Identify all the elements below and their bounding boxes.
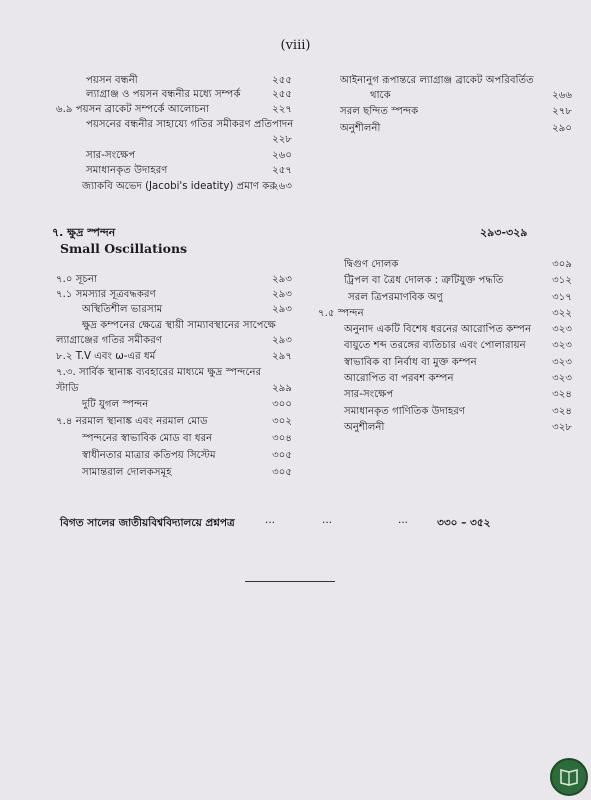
section-7-subheading: Small Oscillations [60,241,188,256]
entry-title: বায়ুতে শব্দ তরঙ্গের ব্যতিচার এবং পোলারায়ন [344,340,526,351]
entry-page-number: ৩২৮ [552,422,572,433]
entry-title: দুটি যুগল স্পন্দন [82,399,149,410]
entry-title: ক্ষুদ্র কম্পনের ক্ষেত্রে স্থায়ী সাম্যাবস্থানের সাপেক্ষে [82,320,276,331]
entry-title: ট্রিপল বা ত্রৈধ দোলক : ত্রুটিযুক্ত পদ্ধতি [344,275,504,286]
entry-page-number: ৩০৫ [272,467,292,478]
footer-dots-2: ... [322,514,333,526]
entry-page-number: ৩২৩ [552,324,572,335]
entry-page-number: ২৫৫ [272,89,292,100]
entry-title: আরোপিত বা পরবশ কম্পন [344,373,454,384]
entry-title: পয়সনের বন্ধনীর সাহায্যে গতির সমীকরণ প্রতিপাদন [86,119,294,130]
entry-page-number: ৩০২ [272,416,292,427]
footer-dots-1: ... [265,514,276,526]
entry-page-number: ২৫৫ [272,75,292,86]
entry-title: পয়সন বন্ধনী [86,75,138,86]
contents-page: (viii) পয়সন বন্ধনী ২৫৫ ল্যাগ্রাঞ্জ ও পয়সন বন্ধনীর মধ্যে সম্পর্ক ২৫৫ ৬.৯ পয়সন ব্রাকেট সম্পর্কে আলোচনা ২২৭ পয়সনের বন্ধনীর সাহায্যে গতির সমীকরণ প্রতিপাদন ২২৮ সার-সংক্ষেপ ২৬০ সমাধানকৃত উদাহরণ ২৫৭ জ্যাকবি অভেদ (Jacobi's ideatity) প্রমাণ কর ২৬৩ ৭. ক্ষুদ্র স্পন্দন Small Oscillations ২৯৩-৩২৯ ৭.০ সূচনা ২৯৩ ৭.১ সমস্যার সূত্রবদ্ধকরণ ২৯৩ অস্থিতিশীল ভারসাম ২৯৩ ক্ষুদ্র কম্পনের ক্ষেত্রে স্থায়ী সাম্যাবস্থানের সাপেক্ষে ল্যাগ্রাঞ্জের গতির সমীকরণ ২৯৩ ৮.২ T.V এবং ω-এর ধর্ম ২৯৭ ৭.৩. সার্বিক স্থানাঙ্ক ব্যবহারের মাধ্যমে ক্ষুদ্র স্পন্দনের স্টাডি ২৯৯ দুটি যুগল স্পন্দন ৩০০ ৭.৪ নরমাল স্থানাঙ্ক এবং নরমাল মোড ৩০২ স্পন্দনের স্বাভাবিক মোড বা ধরন ৩০৪ স্বাধীনতার মাত্রার কতিপয় সিস্টেম ৩০৫ সামান্তরাল দোলকসমূহ ৩০৫ আইনানুগ রূপান্তরে ল্যাগ্রাঞ্জ ব্রাকেট অপরিবর্তিত থাকে ২৬৬ সরল ছন্দিত স্পন্দক ২৭৮ অনুশীলনী ২৯০ দ্বিগুণ দোলক ৩০৯ ট্রিপল বা ত্রৈধ দোলক : ত্রুটিযুক্ত পদ্ধতি ৩১২ সরল ত্রিপরমাণবিক অণু ৩১৭ ৭.৫ স্পন্দন ৩২২ অনুনাদ একটি বিশেষ ধরনের আরোপিত কম্পন ৩২৩ বায়ুতে শব্দ তরঙ্গের ব্যতিচার এবং পোলারায়ন ৩২৩ স্বাভাবিক বা নির্বাধ বা মুক্ত কম্পন ৩২৩ আরোপিত বা পরবশ কম্পন ৩২৩ সার-সংক্ষেপ ৩২৪ সমাধানকৃত গাণিতিক উদাহরণ ৩২৪ অনুশীলনী ৩২৮ বিগত সালের জাতীয়বিশ্ববিদ্যালয়ে প্রশ্নপত্র ... ... ... ৩৩০ – ৩৫২ [0,0,591,800]
entry-page-number: ৩০৫ [272,450,292,461]
entry-title: ল্যাগ্রাঞ্জের গতির সমীকরণ [56,335,162,346]
entry-page-number: ২৯৯ [272,383,292,394]
entry-title: আইনানুগ রূপান্তরে ল্যাগ্রাঞ্জ ব্রাকেট অপরিবর্তিত [340,75,534,86]
entry-title: অস্থিতিশীল ভারসাম [82,304,163,315]
entry-page-number: ৩০০ [272,399,292,410]
entry-page-number: ২৯৩ [272,289,292,300]
entry-page-number: ২৬৬ [552,90,572,101]
entry-title: জ্যাকবি অভেদ (Jacobi's ideatity) প্রমাণ কর [82,181,275,192]
entry-page-number: ৩২৩ [552,357,572,368]
entry-page-number: ২২৭ [272,104,292,115]
entry-title: ৭.৪ নরমাল স্থানাঙ্ক এবং নরমাল মোড [56,416,208,427]
entry-page-number: ২৫৭ [272,165,292,176]
entry-page-number: ২২৮ [272,134,292,145]
page-number: (viii) [280,38,311,53]
entry-page-number: ৩২৩ [552,340,572,351]
footer-title: বিগত সালের জাতীয়বিশ্ববিদ্যালয়ে প্রশ্নপত্র [60,517,235,529]
entry-title: দ্বিগুণ দোলক [344,259,399,270]
entry-title: সমাধানকৃত উদাহরণ [86,165,168,176]
entry-title: ৭.৫ স্পন্দন [318,308,364,319]
entry-page-number: ৩২২ [552,308,572,319]
entry-page-number: ৩২৪ [552,389,572,400]
entry-page-number: ৩২৩ [552,373,572,384]
entry-title: সামান্তরাল দোলকসমূহ [82,467,172,478]
entry-title: সার-সংক্ষেপ [344,389,394,400]
entry-title: ৭.০ সূচনা [56,274,97,285]
entry-title: সরল ছন্দিত স্পন্দক [340,106,419,117]
entry-title: স্বাধীনতার মাত্রার কতিপয় সিস্টেম [82,450,216,461]
entry-page-number: ২৯৩ [272,274,292,285]
entry-page-number: ৩২৪ [552,406,572,417]
footer-dots-3: ... [398,514,409,526]
entry-page-number: ২৭৮ [552,106,572,117]
book-icon [559,766,579,788]
entry-title: ৭.৩. সার্বিক স্থানাঙ্ক ব্যবহারের মাধ্যমে ক্ষুদ্র স্পন্দনের [56,367,262,378]
footer-pages: ৩৩০ – ৩৫২ [437,517,491,529]
entry-title: স্বাভাবিক বা নির্বাধ বা মুক্ত কম্পন [344,357,477,368]
entry-page-number: ২৯৩ [272,335,292,346]
entry-title: সার-সংক্ষেপ [86,150,136,161]
entry-page-number: ৩০৪ [272,433,292,444]
entry-page-number: ২৬০ [272,150,292,161]
entry-title: ৮.২ T.V এবং ω-এর ধর্ম [56,351,156,362]
divider-line [245,581,335,582]
entry-title: ল্যাগ্রাঞ্জ ও পয়সন বন্ধনীর মধ্যে সম্পর্ক [86,89,241,100]
entry-page-number: ৩১৭ [552,292,572,303]
entry-title: স্টাডি [56,383,79,394]
entry-page-number: ২৯৭ [272,351,292,362]
entry-title: অনুশীলনী [340,123,381,134]
entry-title: ৬.৯ পয়সন ব্রাকেট সম্পর্কে আলোচনা [56,104,209,115]
entry-title: অনুশীলনী [344,422,385,433]
entry-title: ৭.১ সমস্যার সূত্রবদ্ধকরণ [56,289,156,300]
entry-title: অনুনাদ একটি বিশেষ ধরনের আরোপিত কম্পন [344,324,532,335]
entry-page-number: ৩০৯ [552,259,572,270]
entry-title: সমাধানকৃত গাণিতিক উদাহরণ [344,406,466,417]
entry-page-number: ২৬৩ [272,181,292,192]
entry-title: থাকে [370,90,391,101]
entry-title: স্পন্দনের স্বাভাবিক মোড বা ধরন [82,433,213,444]
watermark-logo [550,758,588,796]
entry-page-number: ২৯০ [552,123,572,134]
entry-page-number: ২৯৩ [272,304,292,315]
entry-title: সরল ত্রিপরমাণবিক অণু [348,292,443,303]
entry-page-number: ৩১২ [552,275,572,286]
